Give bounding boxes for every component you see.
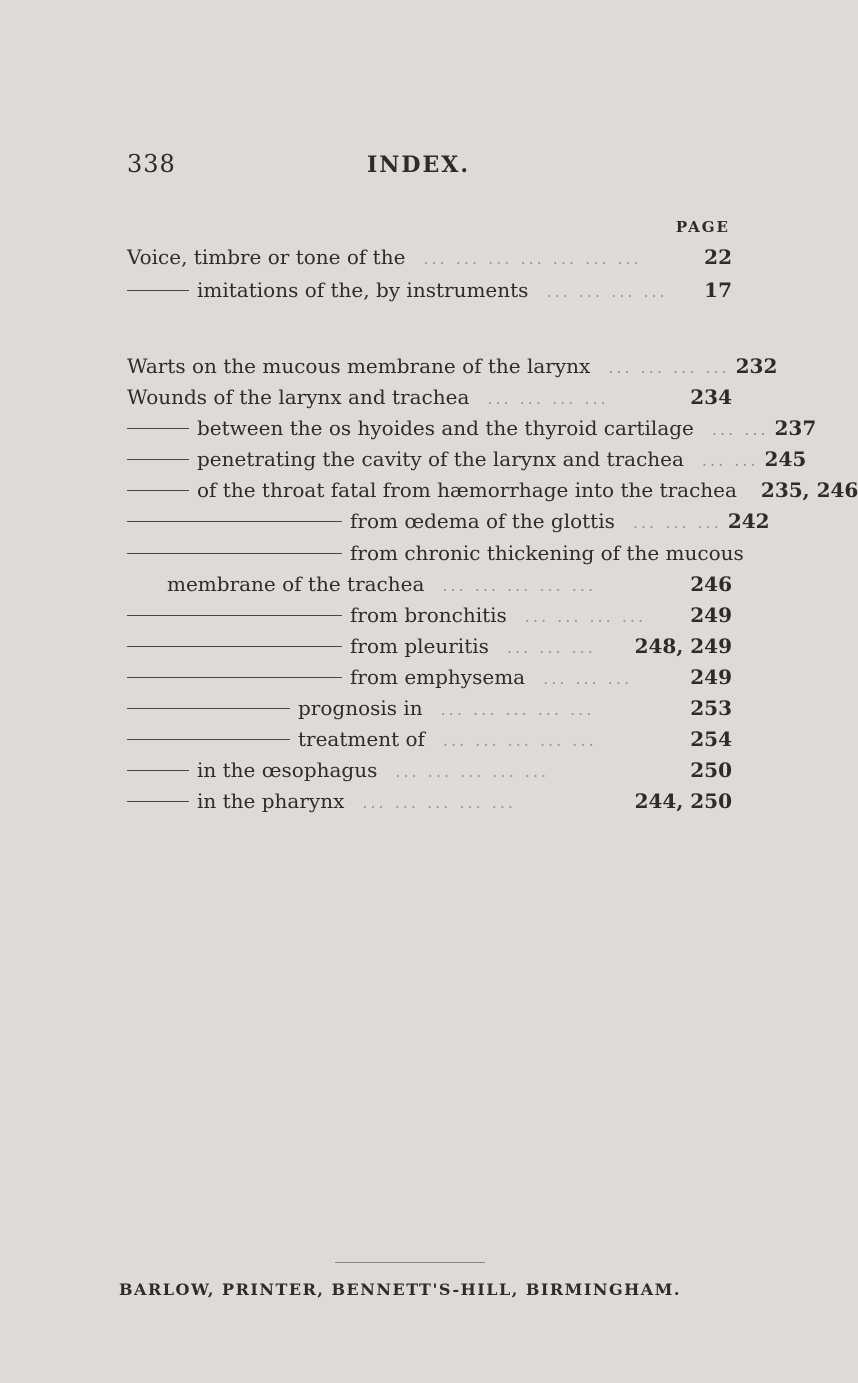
index-entry (127, 385, 732, 413)
index-subentry (127, 634, 732, 662)
entry-pages: 17 (704, 278, 732, 302)
entry-leader: ... ... ... ... ... (440, 700, 595, 719)
footer-rule (335, 1262, 485, 1263)
ditto-rule (127, 290, 189, 291)
ditto-rule (127, 708, 290, 709)
ditto-rule (127, 615, 342, 616)
index-subentry (127, 478, 858, 506)
entry-pages: 245 (764, 447, 807, 471)
index-subentry (127, 603, 732, 631)
entry-text: Warts on the mucous membrane of the larynx (127, 354, 591, 378)
entry-leader: ... ... ... ... (524, 607, 647, 626)
entry-leader: ... ... (711, 420, 769, 439)
index-entry (127, 354, 778, 382)
entry-pages: 249 (690, 665, 732, 689)
index-subentry (127, 758, 732, 786)
index-subentry (127, 696, 732, 724)
entry-text: treatment of (298, 727, 425, 751)
index-subentry (127, 789, 732, 817)
entry-text: from chronic thickening of the mucous (350, 541, 744, 565)
index-subentry (127, 447, 807, 475)
entry-leader: ... ... ... ... ... (442, 576, 597, 595)
entry-text: between the os hyoides and the thyroid cartilage (197, 416, 694, 440)
entry-pages: 237 (774, 416, 817, 440)
entry-pages: 249 (690, 603, 732, 627)
entry-text: of the throat fatal from hæmorrhage into the trachea (197, 478, 737, 502)
index-subentry (127, 541, 744, 569)
index-continuation (167, 572, 732, 600)
entry-leader: ... ... ... ... ... (442, 731, 597, 750)
entry-text: Voice, timbre or tone of the (127, 245, 406, 269)
entry-pages: 254 (690, 727, 732, 751)
ditto-rule (127, 428, 189, 429)
running-head: INDEX. (367, 152, 470, 178)
entry-leader: ... ... ... (543, 669, 633, 688)
entry-text: penetrating the cavity of the larynx and trachea (197, 447, 684, 471)
entry-text: Wounds of the larynx and trachea (127, 385, 470, 409)
entry-text: from bronchitis (350, 603, 507, 627)
entry-text: in the pharynx (197, 789, 345, 813)
entry-text: imitations of the, by instruments (197, 278, 529, 302)
entry-leader: ... ... (701, 451, 759, 470)
page-number: 338 (127, 150, 176, 178)
entry-leader: ... ... ... (506, 638, 596, 657)
entry-leader: ... ... ... ... ... (395, 762, 550, 781)
entry-pages: 250 (690, 758, 732, 782)
ditto-rule (127, 490, 189, 491)
entry-pages: 234 (690, 385, 732, 409)
ditto-rule (127, 646, 342, 647)
ditto-rule (127, 521, 342, 522)
index-subentry (127, 727, 732, 755)
entry-text: membrane of the trachea (167, 572, 425, 596)
index-subentry (127, 665, 732, 693)
entry-pages: 232 (735, 354, 778, 378)
entry-pages: 253 (690, 696, 732, 720)
entry-pages: 235, 246 (760, 478, 858, 502)
entry-text: from œdema of the glottis (350, 509, 615, 533)
entry-leader: ... ... ... ... (608, 358, 730, 377)
entry-leader: ... ... ... ... ... (362, 793, 517, 812)
entry-text: in the œsophagus (197, 758, 378, 782)
entry-leader: ... ... ... (632, 513, 722, 532)
index-entry (127, 245, 732, 273)
printer-imprint: BARLOW, PRINTER, BENNETT'S-HILL, BIRMINGHAM. (119, 1280, 681, 1299)
ditto-rule (127, 553, 342, 554)
ditto-rule (127, 459, 189, 460)
ditto-rule (127, 677, 342, 678)
entry-leader: ... ... ... ... ... ... ... (423, 249, 642, 268)
entry-text: from emphysema (350, 665, 526, 689)
entry-pages: 248, 249 (634, 634, 732, 658)
ditto-rule (127, 801, 189, 802)
entry-leader: ... ... ... ... (546, 282, 668, 301)
ditto-rule (127, 770, 189, 771)
entry-leader: ... ... ... ... (487, 389, 609, 408)
entry-pages: 246 (690, 572, 732, 596)
entry-pages: 244, 250 (634, 789, 732, 813)
index-subentry (127, 509, 770, 537)
ditto-rule (127, 739, 290, 740)
page-column-label: PAGE (675, 218, 730, 236)
entry-pages: 22 (704, 245, 732, 269)
entry-pages: 242 (727, 509, 770, 533)
entry-text: from pleuritis (350, 634, 489, 658)
entry-text: prognosis in (298, 696, 423, 720)
index-subentry (127, 416, 817, 444)
index-subentry (127, 278, 732, 306)
